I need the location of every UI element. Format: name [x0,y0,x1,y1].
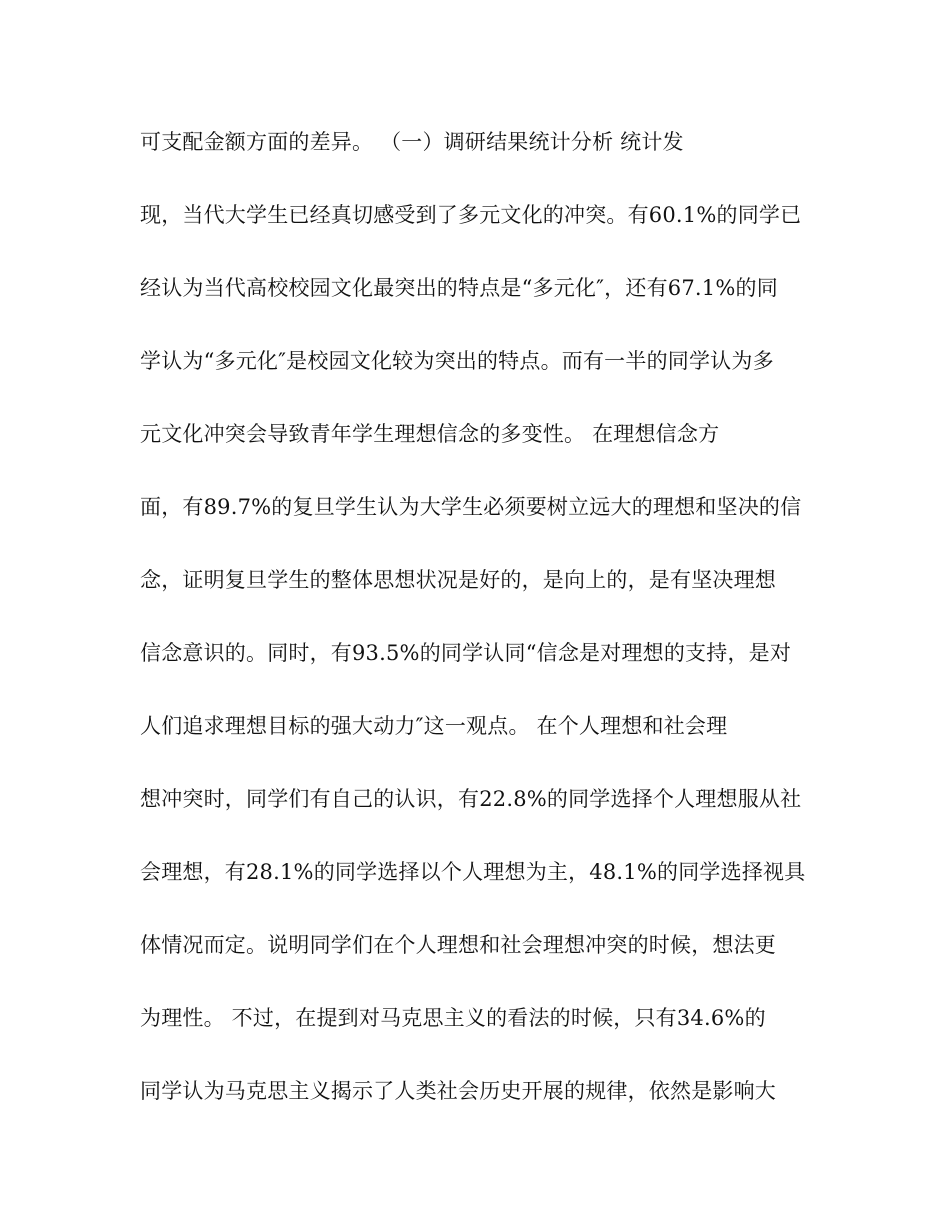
text-line: 想冲突时，同学们有自己的认识，有22.8%的同学选择个人理想服从社 [140,787,802,811]
text-line: 信念意识的。同时，有93.5%的同学认同“信念是对理想的支持，是对 [140,641,792,665]
text-line: 会理想，有28.1%的同学选择以个人理想为主，48.1%的同学选择视具 [140,860,806,884]
text-line: 现，当代大学生已经真切感受到了多元文化的冲突。有60.1%的同学已 [140,203,802,227]
text-line: 体情况而定。说明同学们在个人理想和社会理想冲突的时候，想法更 [140,933,776,957]
text-line: 元文化冲突会导致青年学生理想信念的多变性。 在理想信念方 [140,422,720,446]
text-line: 念，证明复旦学生的整体思想状况是好的，是向上的，是有坚决理想 [140,568,776,592]
text-line: 学认为“多元化″是校园文化较为突出的特点。而有一半的同学认为多 [140,349,774,373]
text-line: 可支配金额方面的差异。 （一）调研结果统计分析 统计发 [140,130,684,154]
text-line: 面，有89.7%的复旦学生认为大学生必须要树立远大的理想和坚决的信 [140,495,802,519]
text-line: 经认为当代高校校园文化最突出的特点是“多元化″，还有67.1%的同 [140,276,778,300]
text-line: 人们追求理想目标的强大动力″这一观点。 在个人理想和社会理 [140,714,728,738]
text-line: 为理性。 不过，在提到对马克思主义的看法的时候，只有34.6%的 [140,1006,766,1030]
text-line: 同学认为马克思主义揭示了人类社会历史开展的规律，依然是影响大 [140,1079,776,1103]
body-text [140,122,820,1144]
